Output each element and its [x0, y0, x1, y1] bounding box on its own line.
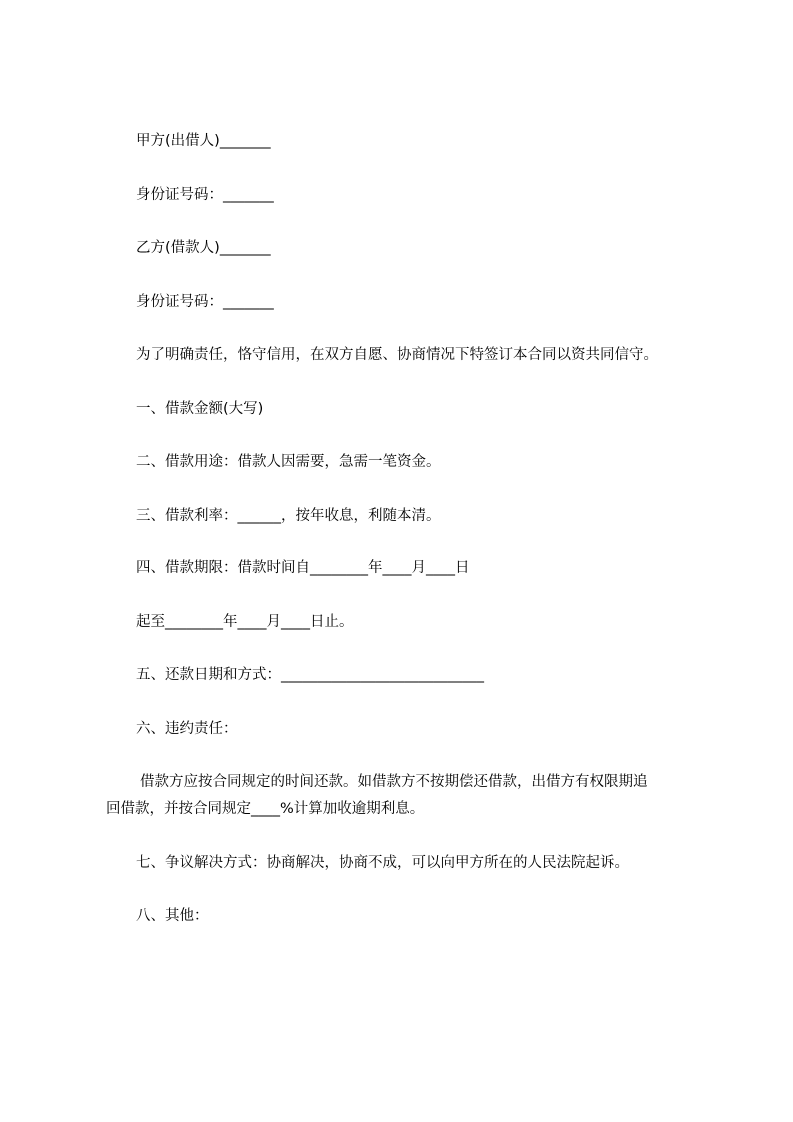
clause-6-body-line-2: 回借款，并按合同规定____%计算加收逾期利息。	[106, 801, 425, 817]
clause-6-body-line-1: 借款方应按合同规定的时间还款。如借款方不按期偿还借款，出借方有权限期追	[140, 774, 648, 790]
party-b-id-line: 身份证号码：_______	[136, 294, 274, 310]
clause-5-repayment: 五、还款日期和方式：____________________________	[136, 667, 484, 683]
clause-8-other: 八、其他：	[136, 908, 209, 924]
party-a-id-line: 身份证号码：_______	[136, 187, 274, 203]
clause-6-title: 六、违约责任：	[136, 721, 238, 737]
preamble-paragraph: 为了明确责任，恪守信用，在双方自愿、协商情况下特签订本合同以资共同信守。	[136, 347, 658, 363]
clause-2-loan-purpose: 二、借款用途：借款人因需要，急需一笔资金。	[136, 454, 441, 470]
clause-4-loan-term: 四、借款期限：借款时间自________年____月____日	[136, 560, 470, 576]
clause-7-dispute: 七、争议解决方式：协商解决，协商不成，可以向甲方所在的人民法院起诉。	[136, 855, 629, 871]
clause-1-loan-amount: 一、借款金额(大写)	[136, 401, 264, 417]
clause-3-interest-rate: 三、借款利率：______，按年收息，利随本清。	[136, 508, 441, 524]
party-b-line: 乙方(借款人)_______	[136, 240, 271, 256]
party-a-line: 甲方(出借人)_______	[136, 133, 271, 149]
clause-4-loan-term-end: 起至________年____月____日止。	[136, 614, 354, 630]
